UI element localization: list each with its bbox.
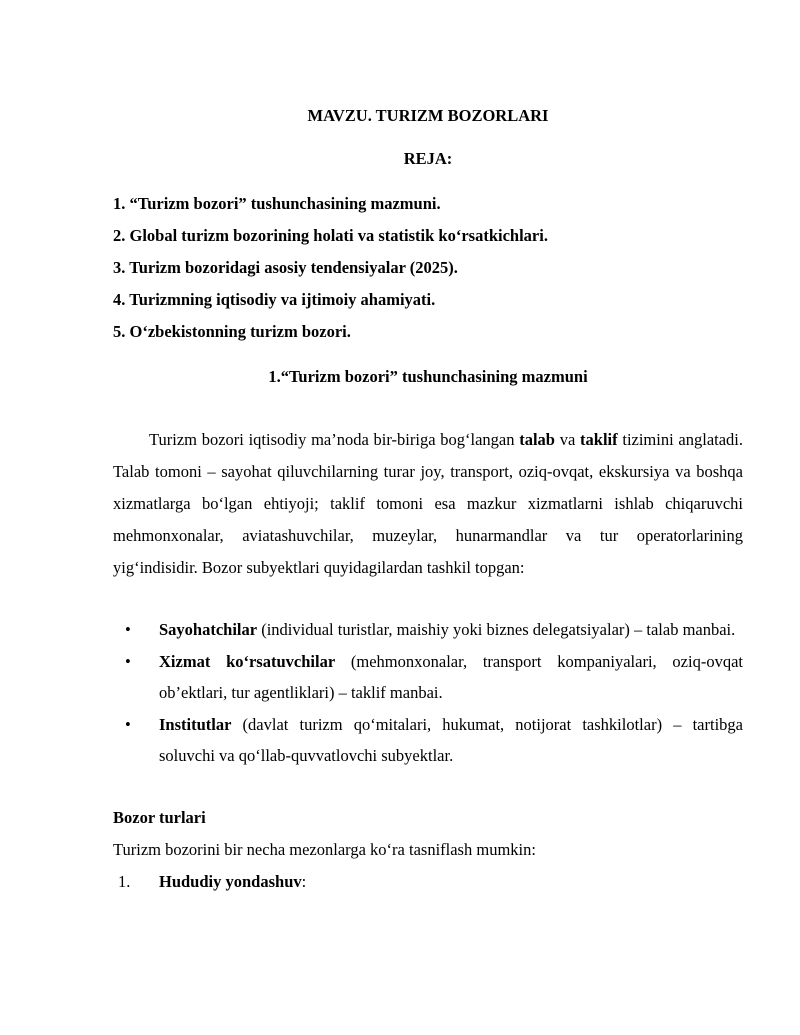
intro-paragraph <box>113 424 743 584</box>
intro-text: va <box>554 430 581 449</box>
numbered-item-tail: : <box>301 872 307 891</box>
market-types-heading: Bozor turlari <box>113 808 206 827</box>
market-types-intro: Turizm bozorini bir necha mezonlarga ko‘ra tasniflash mumkin: <box>113 840 536 859</box>
numbered-item <box>113 872 306 892</box>
numbered-item-bold: Hududiy yondashuv <box>159 872 302 891</box>
bullet-text: (mehmonxonalar, transport kompaniyalari, oziq-ovqat ob’ektlari, tur agentliklari) – taklif manbai. <box>159 651 743 702</box>
section-heading: 1.“Turizm bozori” tushunchasining mazmuni <box>268 367 588 386</box>
document-title: MAVZU. TURIZM BOZORLARI <box>307 106 549 125</box>
plan-item: 5. O‘zbekistonning turizm bozori. <box>113 322 351 341</box>
numbered-item-number: 1. <box>118 872 131 891</box>
bullet-item <box>113 614 743 646</box>
bullet-text: (individual turistlar, maishiy yoki biznes delegatsiyalar) – talab manbai. <box>257 620 736 639</box>
intro-text: tizimini anglatadi. Talab tomoni – sayohat qiluvchilarning turar joy, transport, oziq-ovqat, ekskursiya va boshqa xizmatlarga bo‘lgan ehtiyoji; taklif tomoni esa mazkur xizmatlarni ishlab chiqaruvchi mehmonxonalar, aviatashuvchilar, muzeylar, hunarmandlar va tur operatorlarining yig‘indisidir. Bozor subyektlari quyidagilardan tashkil topgan: <box>113 430 744 577</box>
intro-bold-taklif: taklif <box>580 430 618 449</box>
bullet-bold: Institutlar <box>159 714 232 734</box>
plan-item: 1. “Turizm bozori” tushunchasining mazmuni. <box>113 194 441 213</box>
bullet-dot: • <box>125 620 131 639</box>
bullet-text: (davlat turizm qo‘mitalari, hukumat, notijorat tashkilotlar) – tartibga soluvchi va qo‘llab-quvvatlovchi subyektlar. <box>159 714 743 765</box>
bullet-bold: Xizmat ko‘rsatuvchilar <box>159 651 336 671</box>
bullet-bold: Sayohatchilar <box>159 620 258 639</box>
plan-item: 4. Turizmning iqtisodiy va ijtimoiy ahamiyati. <box>113 290 436 309</box>
plan-heading: REJA: <box>403 149 453 168</box>
bullet-item <box>113 709 743 772</box>
plan-item: 2. Global turizm bozorining holati va statistik ko‘rsatkichlari. <box>113 226 548 245</box>
plan-item: 3. Turizm bozoridagi asosiy tendensiyalar (2025). <box>113 258 458 277</box>
intro-bold-talab: talab <box>519 430 555 449</box>
bullet-dot: • <box>125 651 131 671</box>
bullet-dot: • <box>125 714 131 734</box>
bullet-item <box>113 646 743 709</box>
subjects-bullet-list <box>113 614 743 772</box>
intro-text: Turizm bozori iqtisodiy ma’noda bir-biriga bog‘langan <box>149 430 520 449</box>
